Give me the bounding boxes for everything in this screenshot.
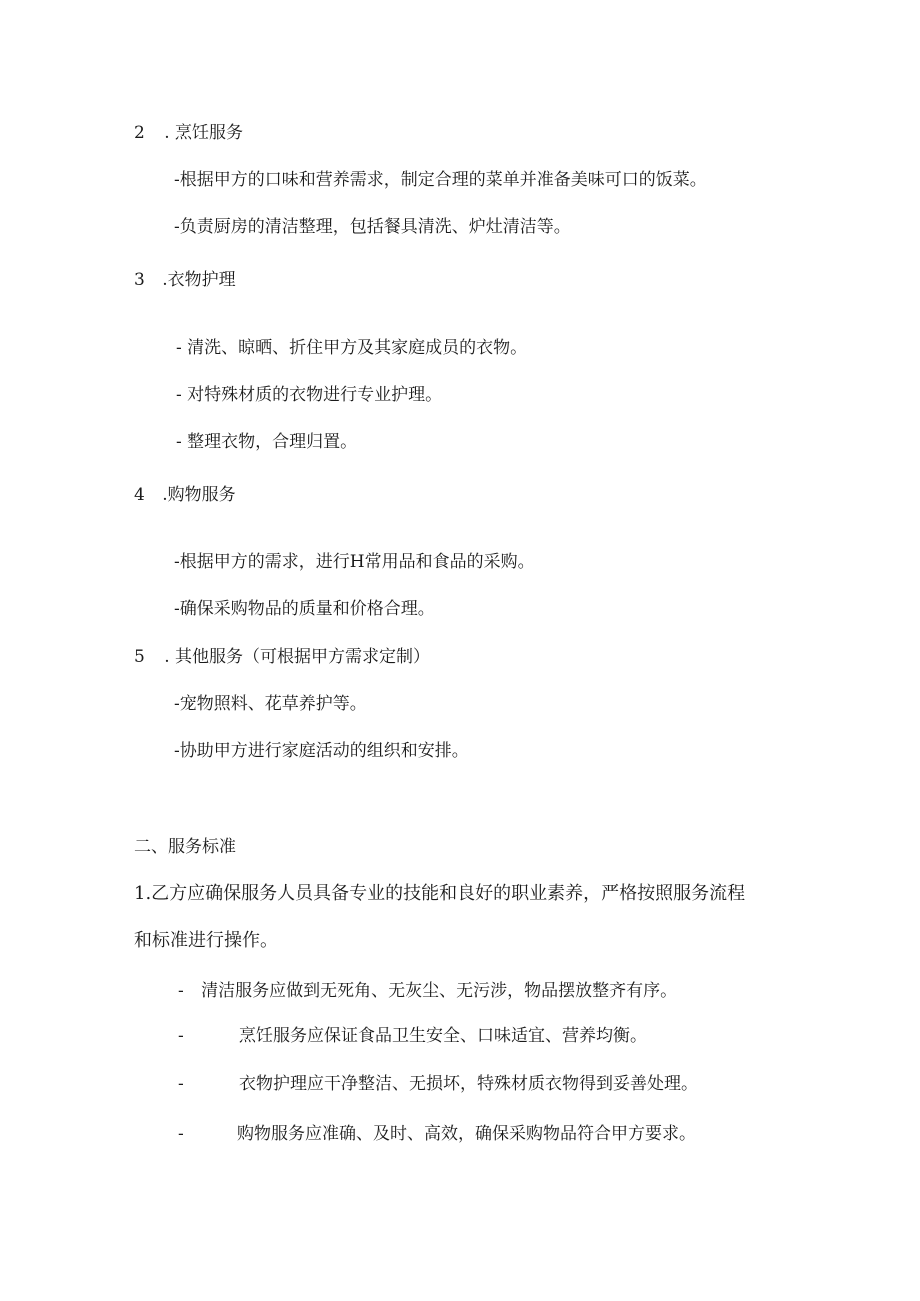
section-2-heading — [134, 122, 243, 144]
section-title: . 烹饪服务 — [164, 123, 244, 143]
section-number: 5 — [134, 647, 145, 667]
section-title: . 其他服务（可根据甲方需求定制） — [164, 647, 431, 667]
list-item: - 整理衣物，合理归置。 — [176, 432, 358, 452]
list-dash: - — [178, 1026, 184, 1046]
standards-paragraph-line-1: 1.乙方应确保服务人员具备专业的技能和良好的职业素养，严格按照服务流程 — [134, 883, 746, 904]
standards-item-shopping — [178, 1123, 696, 1145]
list-item: -协助甲方进行家庭活动的组织和安排。 — [174, 741, 469, 761]
list-item: - 对特殊材质的衣物进行专业护理。 — [176, 385, 443, 405]
list-dash: - — [178, 1074, 184, 1094]
list-dash: - — [178, 981, 184, 1001]
list-item: -宠物照料、花草养护等。 — [174, 694, 367, 714]
section-number: 4 — [134, 485, 145, 505]
list-item: -负责厨房的清洁整理，包括餐具清洗、炉灶清洁等。 — [174, 217, 571, 237]
standards-item-laundry — [178, 1073, 698, 1095]
standards-item-cooking — [178, 1025, 647, 1047]
section-title: .购物服务 — [162, 485, 236, 505]
list-item: - 清洗、晾晒、折住甲方及其家庭成员的衣物。 — [176, 338, 528, 358]
list-dash: - — [178, 1124, 184, 1144]
section-number: 3 — [134, 270, 145, 290]
section-title: .衣物护理 — [162, 270, 236, 290]
list-item-text: 清洁服务应做到无死角、无灰尘、无污涉，物品摆放整齐有序。 — [201, 981, 678, 1001]
list-item-text: 烹饪服务应保证食品卫生安全、口味适宜、营养均衡。 — [239, 1026, 647, 1046]
list-item-text: 购物服务应准确、及时、高效，确保采购物品符合甲方要求。 — [237, 1124, 696, 1144]
section-3-heading — [134, 269, 236, 291]
list-item: -根据甲方的需求，进行H常用品和食品的采购。 — [174, 552, 535, 572]
list-item: -确保采购物品的质量和价格合理。 — [174, 599, 435, 619]
section-4-heading — [134, 484, 236, 506]
section-5-heading — [134, 646, 430, 668]
standards-paragraph-line-2: 和标准进行操作。 — [134, 930, 278, 951]
list-item: -根据甲方的口味和营养需求，制定合理的菜单并准备美味可口的饭菜。 — [174, 170, 707, 190]
standards-item-cleaning — [178, 980, 677, 1002]
standards-heading: 二、服务标准 — [134, 837, 236, 857]
section-number: 2 — [134, 123, 145, 143]
list-item-text: 衣物护理应干净整洁、无损坏，特殊材质衣物得到妥善处理。 — [239, 1074, 698, 1094]
